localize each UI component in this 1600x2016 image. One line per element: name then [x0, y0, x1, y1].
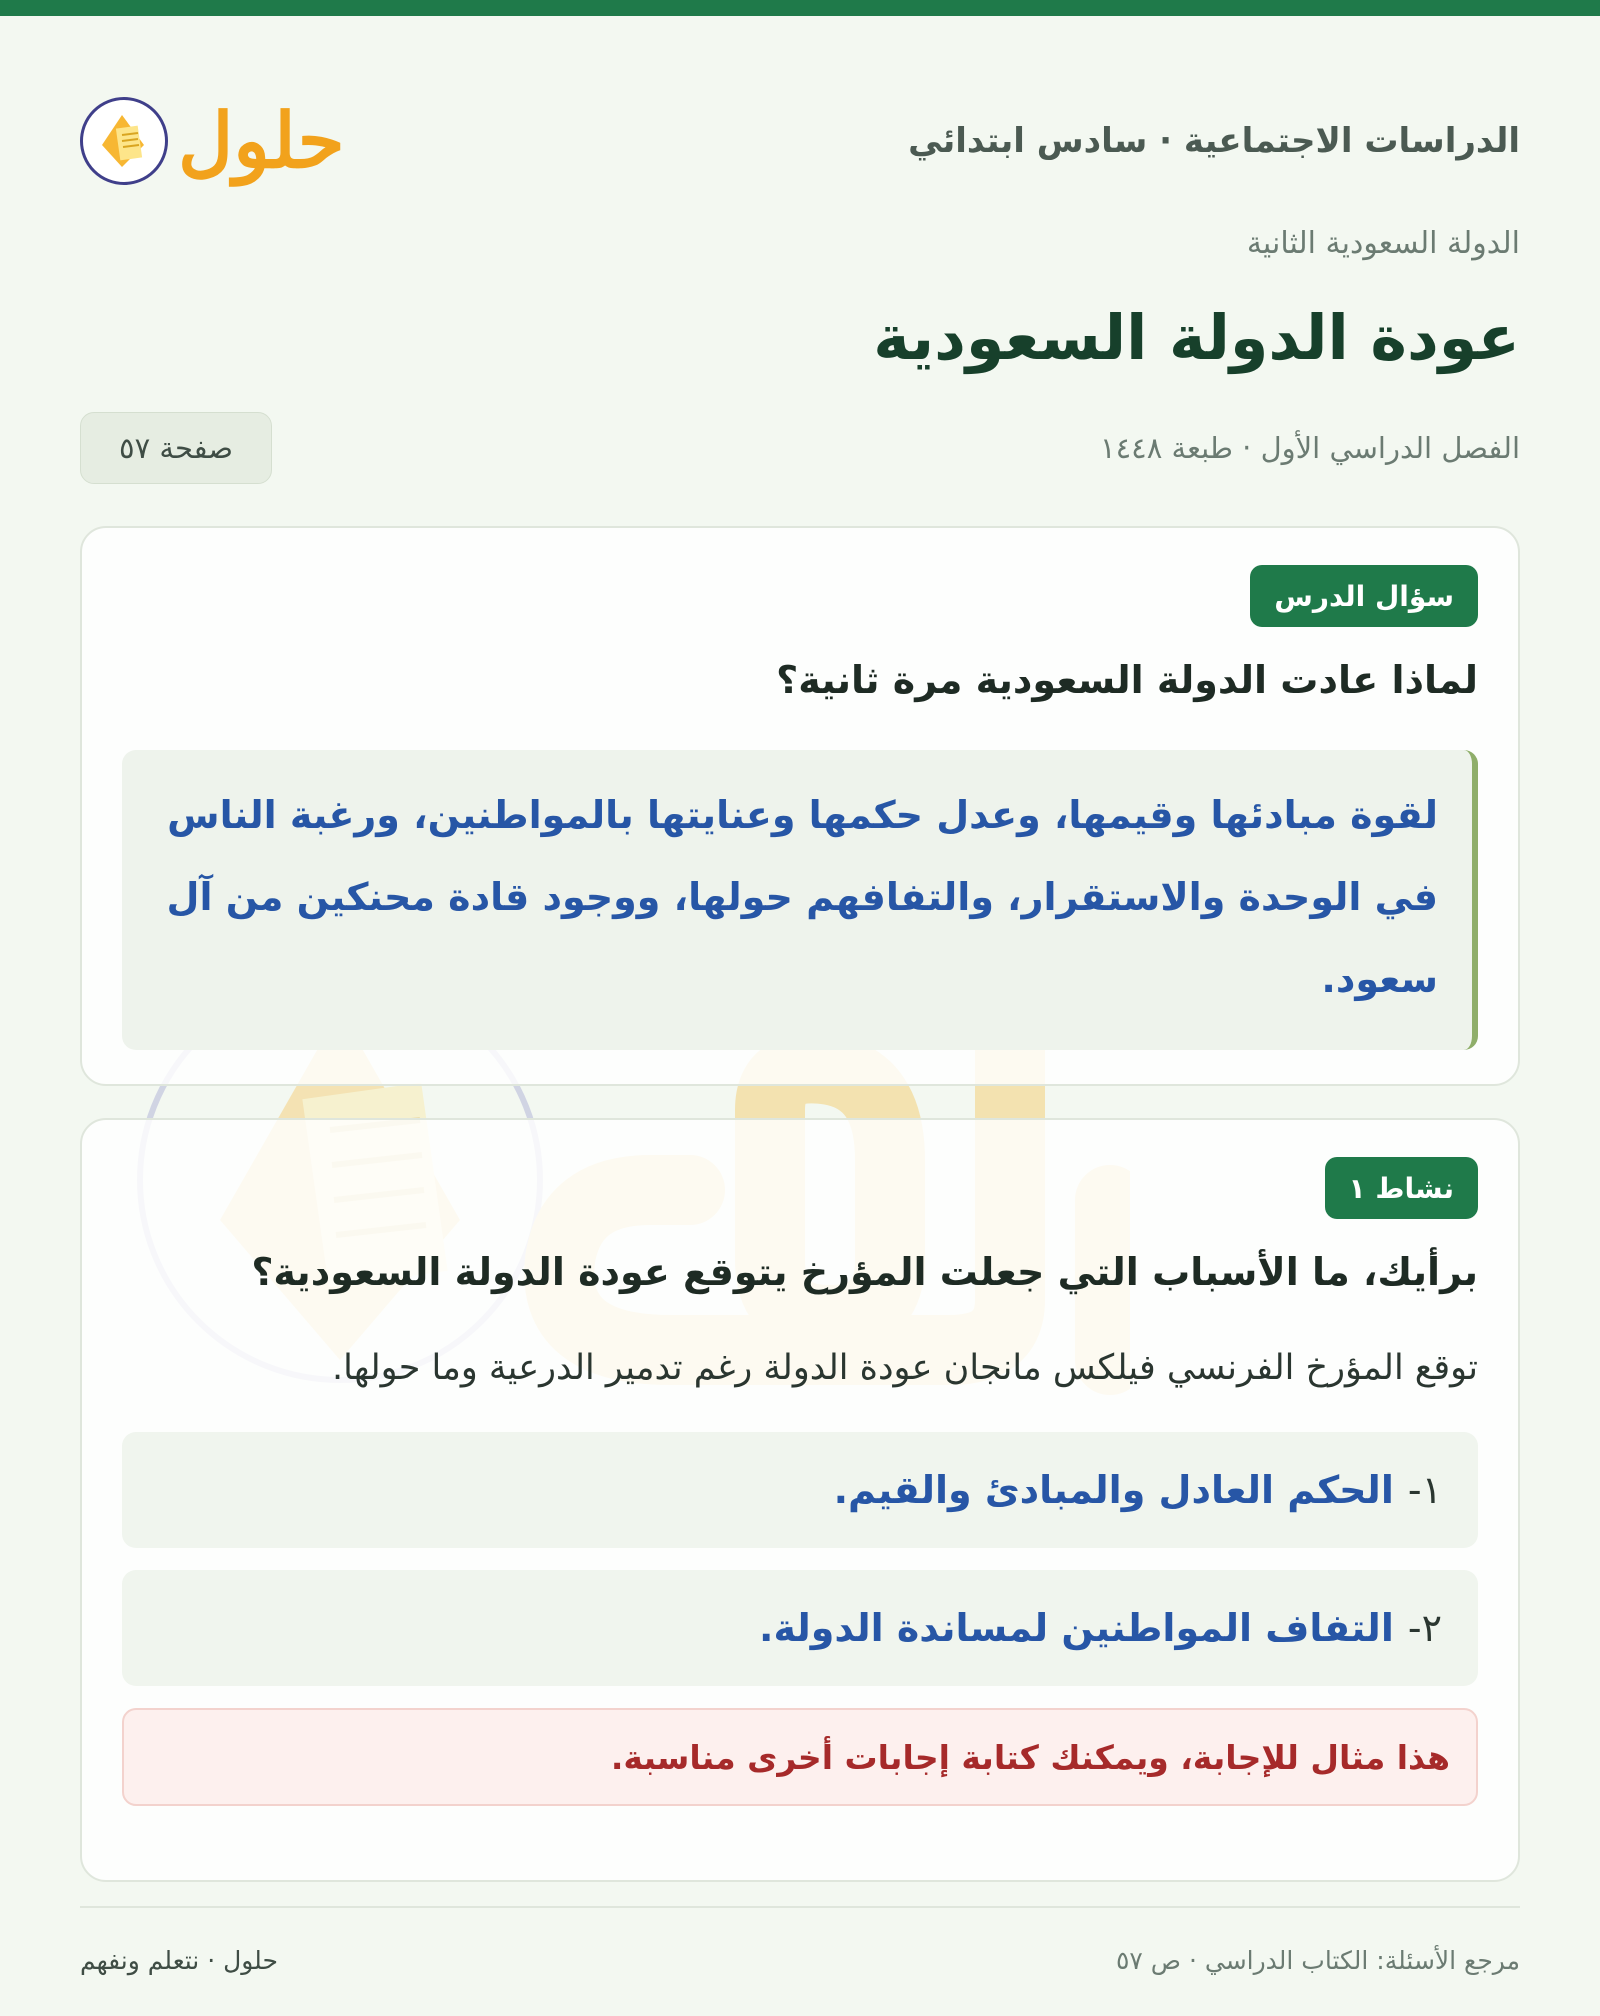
answer-item-number: ٢- — [1407, 1606, 1442, 1650]
activity-card — [80, 1118, 1520, 1882]
lesson-question-text: لماذا عادت الدولة السعودية مرة ثانية؟ — [776, 658, 1478, 702]
answer-item-text: التفاف المواطنين لمساندة الدولة. — [759, 1606, 1394, 1650]
footer-brand: حلول · نتعلم ونفهم — [80, 1946, 278, 1975]
header — [80, 86, 1520, 196]
lesson-answer-box — [122, 750, 1478, 1050]
answer-item-number: ١- — [1407, 1468, 1442, 1512]
questions-reference: مرجع الأسئلة: الكتاب الدراسي · ص ٥٧ — [1115, 1946, 1520, 1975]
logo-wordmark: حلول — [178, 96, 345, 185]
answer-item — [122, 1570, 1478, 1686]
answer-item — [122, 1432, 1478, 1548]
footer-divider — [80, 1906, 1520, 1908]
book-logo-icon — [80, 97, 168, 185]
lesson-answer-text: لقوة مبادئها وقيمها، وعدل حكمها وعنايتها بالمواطنين، ورغبة الناس في الوحدة والاستقرار، والتفافهم حولها، ووجود قادة محنكين من آل سعود. — [166, 793, 1438, 1001]
example-answer-note: هذا مثال للإجابة، ويمكنك كتابة إجابات أخرى مناسبة. — [122, 1708, 1478, 1806]
meta-row — [80, 412, 1520, 484]
lesson-question-badge: سؤال الدرس — [1250, 565, 1478, 627]
answer-item-text: الحكم العادل والمبادئ والقيم. — [833, 1468, 1394, 1512]
top-accent-bar — [0, 0, 1600, 16]
unit-name: الدولة السعودية الثانية — [1246, 226, 1520, 261]
activity-question-text: برأيك، ما الأسباب التي جعلت المؤرخ يتوقع عودة الدولة السعودية؟ — [251, 1250, 1478, 1294]
page-number-badge: صفحة ٥٧ — [80, 412, 272, 484]
site-logo[interactable] — [80, 97, 345, 185]
page — [80, 16, 1520, 2016]
activity-badge: نشاط ١ — [1325, 1157, 1478, 1219]
subject-title: الدراسات الاجتماعية · سادس ابتدائي — [908, 121, 1520, 161]
activity-intro: توقع المؤرخ الفرنسي فيلكس مانجان عودة الدولة رغم تدمير الدرعية وما حولها. — [332, 1348, 1478, 1388]
lesson-question-card — [80, 526, 1520, 1086]
semester-edition: الفصل الدراسي الأول · طبعة ١٤٤٨ — [1100, 431, 1520, 465]
lesson-title: عودة الدولة السعودية — [873, 301, 1520, 374]
footer — [80, 1946, 1520, 1975]
